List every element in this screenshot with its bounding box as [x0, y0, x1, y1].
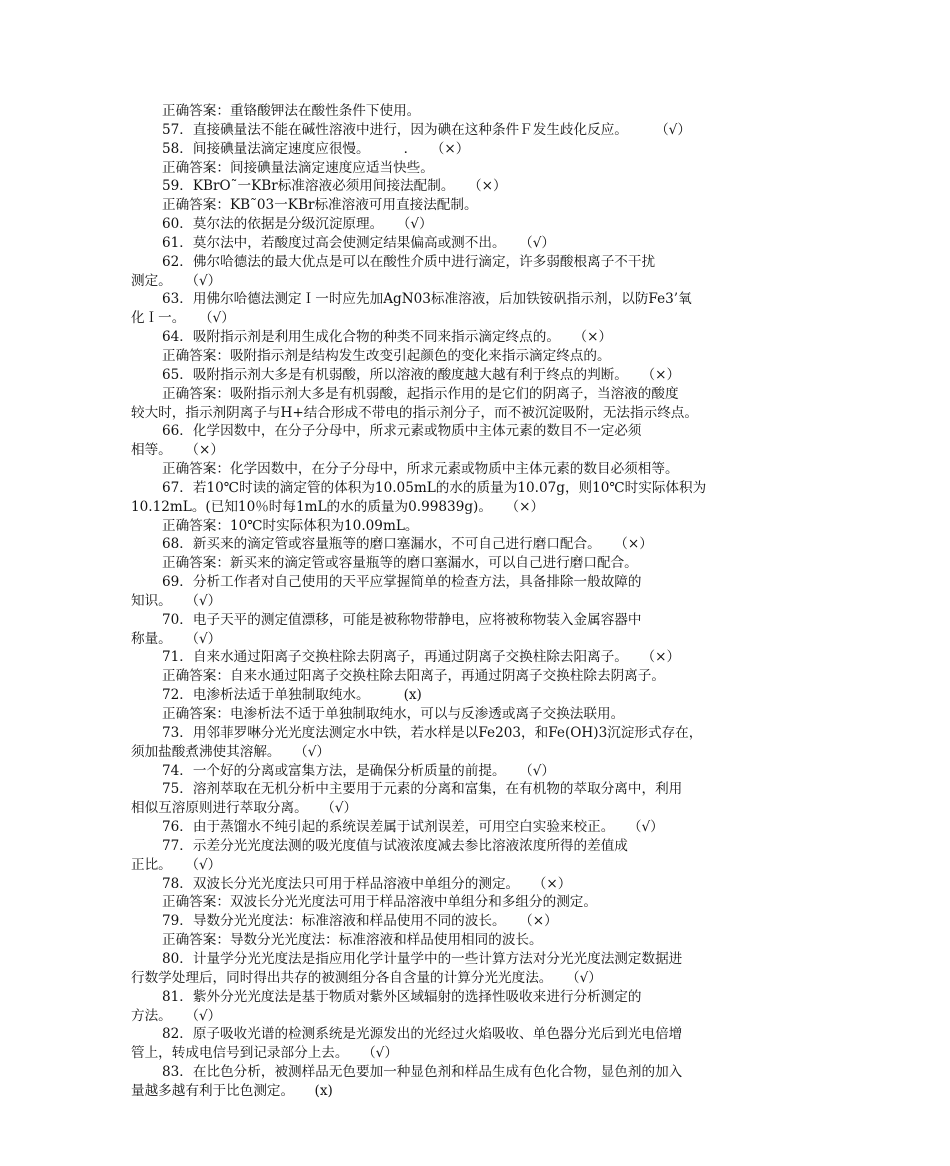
- text-line: 73．用邻菲罗啉分光光度法测定水中铁，若水样是以Fe203，和Fe(OH)3沉淀形式存在，: [162, 724, 703, 741]
- text-line: 相等。 （×）: [131, 442, 224, 459]
- text-line: 65．吸附指示剂大多是有机弱酸，所以溶液的酸度越大越有利于终点的判断。 （×）: [162, 366, 681, 383]
- text-line: 正确答案：重铬酸钾法在酸性条件下使用。: [162, 103, 421, 119]
- text-line: 68．新买来的滴定管或容量瓶等的磨口塞漏水，不可自己进行磨口配合。 （×）: [162, 536, 653, 553]
- text-line: 60．莫尔法的依据是分级沉淀原理。 （√）: [162, 216, 433, 233]
- text-line: 正确答案：电渗析法不适于单独制取纯水，可以与反渗透或离子交换法联用。: [162, 706, 625, 722]
- text-line: 58．间接碘量法滴定速度应很慢。 ． （×）: [162, 140, 470, 157]
- text-line: 称量。 （√）: [131, 630, 222, 647]
- text-line: 78．双波长分光光度法只可用于样品溶液中单组分的测定。 （×）: [162, 875, 572, 892]
- text-line: 相似互溶原则进行萃取分离。 （√）: [131, 800, 358, 817]
- text-line: 正确答案：化学因数中，在分子分母中，所求元素或物质中主体元素的数目必须相等。: [162, 461, 679, 478]
- text-line: 64．吸附指示剂是利用生成化合物的种类不同来指示滴定终点的。 （×）: [162, 329, 613, 346]
- text-line: 70．电子天平的测定值漂移，可能是被称物带静电，应将被称物装入金属容器中: [162, 611, 642, 628]
- text-line: 71．自来水通过阳离子交换柱除去阴离子，再通过阴离子交换柱除去阳离子。 （×）: [162, 649, 681, 666]
- text-line: 80．计量学分光光度法是指应用化学计量学中的一些计算方法对分光光度法测定数据进: [162, 950, 683, 967]
- text-line: 69．分析工作者对自己使用的天平应掌握简单的检查方法，具备排除一般故障的: [162, 574, 642, 591]
- text-line: 67．若10℃时读的滴定管的体积为10.05mL的水的质量为10.07g，则10℃时实际体积为: [162, 479, 707, 496]
- text-line: 76．由于蒸馏水不纯引起的系统误差属于试剂误差，可用空白实验来校正。 （√）: [162, 819, 664, 836]
- text-line: 82．原子吸收光谱的检测系统是光源发出的光经过火焰吸收、单色器分光后到光电倍增: [162, 1026, 683, 1043]
- text-line: 57．直接碘量法不能在碱性溶液中进行，因为碘在这种条件Ｆ发生歧化反应。 （√）: [162, 121, 691, 138]
- text-line: 量越多越有利于比色测定。 (x): [131, 1082, 333, 1099]
- text-line: 77．示差分光光度法测的吸光度值与试液浓度减去参比溶液浓度所得的差值成: [162, 837, 628, 854]
- text-line: 知识。 （√）: [131, 592, 222, 609]
- text-line: 正确答案：间接碘量法滴定速度应适当快些。: [162, 159, 434, 176]
- text-line: 较大时，指示剂阴离子与H+结合形成不带电的指示剂分子，而不被沉淀吸附，无法指示终点。: [131, 404, 698, 421]
- text-line: 正确答案：吸附指示剂大多是有机弱酸，起指示作用的是它们的阴离子，当溶液的酸度: [162, 385, 679, 402]
- text-line: 须加盐酸煮沸使其溶解。 （√）: [131, 743, 330, 760]
- text-line: 测定。 （√）: [131, 272, 222, 289]
- text-line: 10.12mL。(已知10％时每1mL的水的质量为0.99839g)。 （×）: [131, 498, 545, 515]
- text-line: 正确答案：新买来的滴定管或容量瓶等的磨口塞漏水，可以自己进行磨口配合。: [162, 555, 638, 572]
- text-line: 正确答案：KB˜03一KBr标准溶液可用直接法配制。: [162, 197, 478, 214]
- text-line: 正确答案：自来水通过阳离子交换柱除去阳离子，再通过阴离子交换柱除去阴离子。: [162, 668, 665, 685]
- text-line: 63．用佛尔哈德法测定Ｉ一时应先加AgN03标准溶液，后加铁铵矾指示剂，以防Fe3’氧: [162, 291, 692, 308]
- text-line: 正确答案：吸附指示剂是结构发生改变引起颜色的变化来指示滴定终点的。: [162, 347, 611, 364]
- text-line: 61．莫尔法中，若酸度过高会使测定结果偏高或测不出。 （√）: [162, 234, 555, 251]
- text-line: 81．紫外分光光度法是基于物质对紫外区域辐射的选择性吸收来进行分析测定的: [162, 988, 642, 1005]
- text-line: 62．佛尔哈德法的最大优点是可以在酸性介质中进行滴定，许多弱酸根离子不干扰: [162, 253, 656, 270]
- text-line: 化Ｉ一。 （√）: [131, 310, 235, 327]
- text-line: 66．化学因数中，在分子分母中，所求元素或物质中主体元素的数目不一定必须: [162, 423, 642, 440]
- text-line: 59．KBrO˜一KBr标准溶液必须用间接法配制。 （×）: [162, 178, 507, 195]
- text-line: 正确答案：双波长分光光度法可用于样品溶液中单组分和多组分的测定。: [162, 894, 597, 911]
- text-line: 72．电渗析法适于单独制取纯水。 (x): [162, 687, 422, 704]
- text-line: 行数学处理后，同时得出共存的被测组分各自含量的计算分光光度法。 （√）: [131, 969, 602, 986]
- text-line: 83．在比色分析，被测样品无色要加一种显色剂和样品生成有色化合物，显色剂的加入: [162, 1064, 683, 1081]
- text-line: 管上，转成电信号到记录部分上去。 （√）: [131, 1045, 398, 1062]
- text-line: 正确答案：导数分光光度法：标准溶液和样品使用相同的波长。: [162, 932, 543, 949]
- text-line: 正比。 （√）: [131, 856, 222, 873]
- text-line: 方法。 （√）: [131, 1007, 222, 1024]
- text-line: 79．导数分光光度法：标准溶液和样品使用不同的波长。 （×）: [162, 913, 558, 930]
- text-line: 75．溶剂萃取在无机分析中主要用于元素的分离和富集，在有机物的萃取分离中，利用: [162, 781, 683, 798]
- text-line: 正确答案：10℃时实际体积为10.09mL。: [162, 517, 419, 534]
- text-line: 74．一个好的分离或富集方法，是确保分析质量的前提。 （√）: [162, 762, 555, 779]
